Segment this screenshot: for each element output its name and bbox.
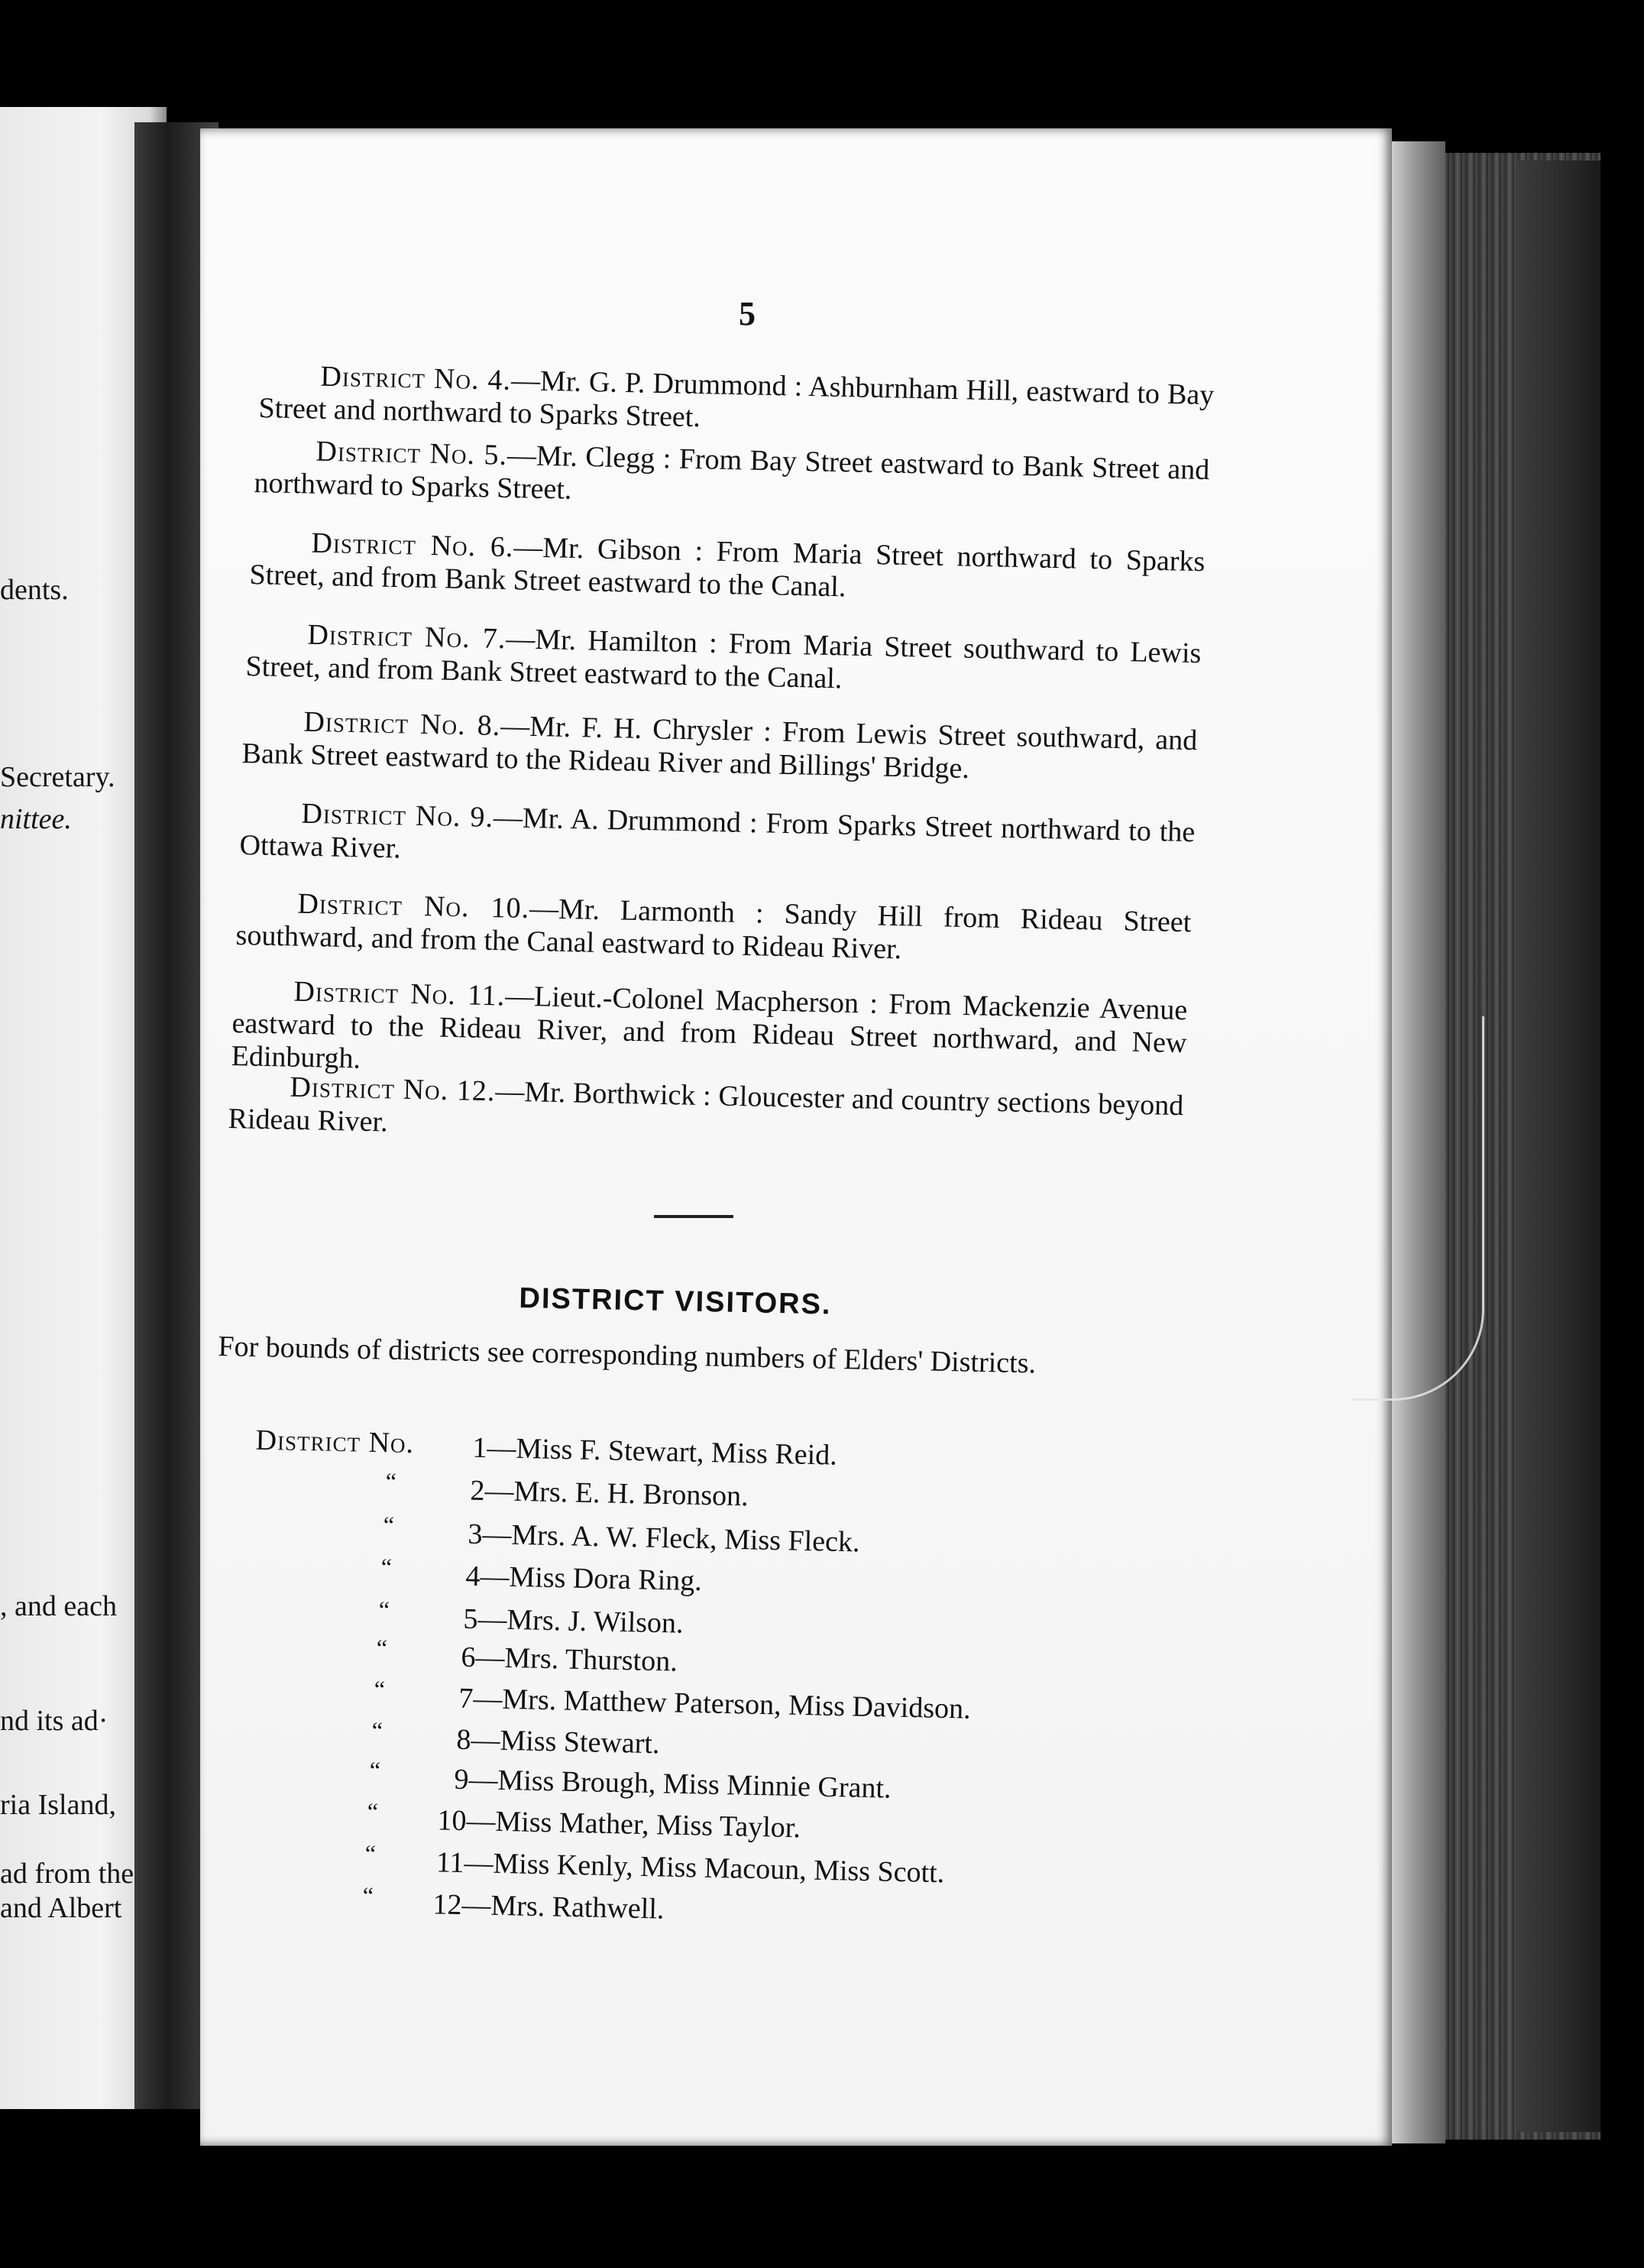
visitors-intro: For bounds of districts see corresponding numbers of Elders' Districts. bbox=[218, 1330, 1037, 1380]
visitor-names: —Mrs. Rathwell. bbox=[461, 1889, 665, 1926]
ditto-mark: “ bbox=[367, 1797, 379, 1826]
district-description: —Lieut.-Colonel Macpherson : From Mackenzie Avenue eastward to the Rideau River, and from Rideau Street northward, and New Edinburgh. bbox=[231, 980, 1188, 1075]
page-number: 5 bbox=[739, 295, 756, 332]
visitor-district-number: 5 bbox=[463, 1602, 478, 1635]
visitor-names: —Mrs. Matthew Paterson, Miss Davidson. bbox=[473, 1683, 972, 1725]
visitor-entry bbox=[376, 1634, 678, 1679]
left-fragment: ad from the bbox=[0, 1858, 134, 1890]
left-fragment: Secretary. bbox=[0, 761, 115, 793]
left-fragment: and Albert bbox=[0, 1892, 122, 1924]
section-heading: DISTRICT VISITORS. bbox=[519, 1282, 832, 1321]
ditto-mark: “ bbox=[371, 1716, 383, 1745]
visitor-names: —Miss F. Stewart, Miss Reid. bbox=[487, 1432, 838, 1472]
book-cover-edge bbox=[1516, 160, 1600, 2132]
visitor-entry bbox=[378, 1596, 684, 1641]
ditto-mark: “ bbox=[374, 1675, 386, 1703]
district-label: District No. 12. bbox=[290, 1071, 496, 1108]
visitor-names: —Mrs. A. W. Fleck, Miss Fleck. bbox=[482, 1518, 860, 1559]
left-fragment: nd its ad· bbox=[0, 1705, 108, 1737]
district-label: District No. 10. bbox=[297, 887, 530, 925]
district-description: —Mr. Gibson : From Maria Street northward to Sparks Street, and from Bank Street eastward to the Canal. bbox=[249, 531, 1205, 604]
district-label: District No. 4. bbox=[320, 360, 512, 397]
visitor-district-number: 6 bbox=[461, 1641, 476, 1673]
district-label: District No. 11. bbox=[293, 975, 506, 1013]
ditto-mark: “ bbox=[364, 1839, 377, 1868]
district-description: —Mr. G. P. Drummond : Ashburnham Hill, eastward to Bay Street and northward to Sparks Street. bbox=[258, 364, 1215, 434]
visitor-names: —Miss Stewart. bbox=[471, 1724, 660, 1761]
visitor-entry bbox=[380, 1553, 703, 1598]
section-divider bbox=[654, 1215, 733, 1218]
district-label: District No. 5. bbox=[316, 435, 508, 471]
district-description: —Mr. A. Drummond : From Sparks Street northward to the Ottawa River. bbox=[239, 801, 1196, 865]
visitor-district-number: 9 bbox=[454, 1763, 469, 1796]
visitor-names: —Mrs. Thurston. bbox=[475, 1641, 678, 1678]
district-description: —Mr. Clegg : From Bay Street eastward to Bank Street and northward to Sparks Street. bbox=[254, 439, 1210, 506]
district-label: District No. 8. bbox=[303, 705, 501, 743]
ditto-mark: “ bbox=[383, 1511, 395, 1539]
visitor-names: —Mrs. J. Wilson. bbox=[477, 1603, 684, 1640]
ditto-mark: “ bbox=[380, 1553, 393, 1581]
left-fragment: ria Island, bbox=[0, 1789, 116, 1821]
district-label: District No. 9. bbox=[301, 797, 494, 834]
district-label: District No. 6. bbox=[311, 526, 514, 564]
visitor-entry bbox=[371, 1716, 660, 1761]
visitor-names: —Mrs. E. H. Bronson. bbox=[484, 1475, 749, 1513]
visitor-entry bbox=[385, 1467, 749, 1513]
ditto-mark: “ bbox=[378, 1596, 390, 1624]
district-description: —Mr. Hamilton : From Maria Street southward to Lewis Street, and from Bank Street eastward to the Canal. bbox=[245, 623, 1202, 695]
visitor-entry bbox=[362, 1881, 665, 1926]
visitor-district-number: 12 bbox=[432, 1888, 462, 1921]
ditto-mark: “ bbox=[385, 1467, 397, 1495]
district-description: —Mr. Borthwick : Gloucester and country sections beyond Rideau River. bbox=[228, 1075, 1184, 1139]
visitor-district-number: 10 bbox=[437, 1804, 467, 1837]
left-fragment: nittee. bbox=[0, 803, 72, 835]
ditto-mark: “ bbox=[362, 1881, 374, 1910]
visitor-names: —Miss Kenly, Miss Macoun, Miss Scott. bbox=[464, 1847, 945, 1890]
visitor-district-number: 11 bbox=[435, 1846, 464, 1879]
ditto-mark: “ bbox=[376, 1634, 388, 1662]
visitors-lead-label: District No. bbox=[255, 1424, 415, 1460]
left-fragment: dents. bbox=[0, 574, 69, 606]
visitor-district-number: 2 bbox=[470, 1474, 485, 1507]
visitor-district-number: 7 bbox=[458, 1682, 474, 1715]
visitor-names: —Miss Dora Ring. bbox=[480, 1560, 703, 1598]
district-label: District No. 7. bbox=[307, 618, 506, 656]
district-description: —Mr. F. H. Chrysler : From Lewis Street southward, and Bank Street eastward to the Rideau River and Billings' Bridge. bbox=[241, 710, 1198, 785]
film-scratch bbox=[1352, 1016, 1484, 1401]
visitor-names: —Miss Mather, Miss Taylor. bbox=[466, 1805, 801, 1845]
visitor-district-number: 8 bbox=[456, 1723, 471, 1756]
left-fragment: , and each bbox=[0, 1590, 117, 1622]
district-description: —Mr. Larmonth : Sandy Hill from Rideau Street southward, and from the Canal eastward to Rideau River. bbox=[235, 893, 1192, 966]
visitor-district-number: 4 bbox=[465, 1560, 481, 1592]
visitor-names: —Miss Brough, Miss Minnie Grant. bbox=[468, 1764, 892, 1805]
visitor-district-number: 3 bbox=[468, 1518, 483, 1550]
visitor-district-number: 1 bbox=[472, 1431, 487, 1464]
ditto-mark: “ bbox=[369, 1756, 381, 1784]
